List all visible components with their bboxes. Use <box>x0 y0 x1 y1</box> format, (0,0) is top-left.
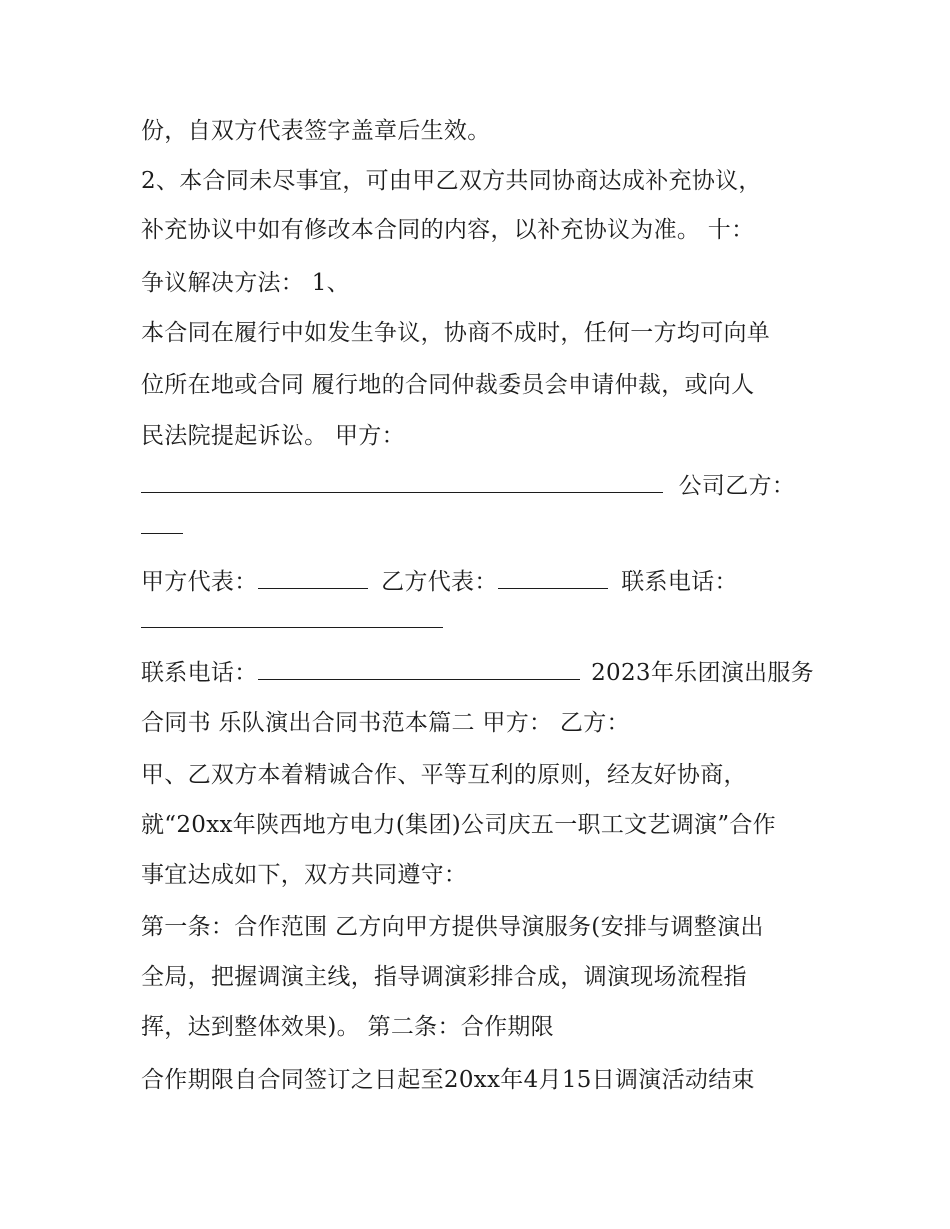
paragraph-line: 全局，把握调演主线，指导调演彩排合成，调演现场流程指 <box>141 964 747 990</box>
paragraph-line: 补充协议中如有修改本合同的内容，以补充协议为准。 十： <box>141 217 755 243</box>
phone-title-line <box>141 657 831 688</box>
paragraph-line: 位所在地或合同 履行地的合同仲裁委员会申请仲裁，或向人 <box>141 372 755 398</box>
signature-blank <box>141 605 443 628</box>
party-b-blank-line <box>141 511 831 542</box>
phone-label: 联系电话： <box>141 660 258 686</box>
paragraph-line: 本合同在履行中如发生争议，协商不成时，任何一方均可向单 <box>141 320 771 346</box>
company-label: 公司乙方： <box>678 473 796 499</box>
signature-blank <box>141 511 183 534</box>
paragraph-line: 第一条：合作范围 乙方向甲方提供导演服务(安排与调整演出 <box>141 914 764 940</box>
signature-blank <box>498 566 608 589</box>
phone-blank-line <box>141 605 831 636</box>
paragraph-line: 民法院提起诉讼。 甲方： <box>141 423 405 449</box>
paragraph-line: 就“20xx年陕西地方电力(集团)公司庆五一职工文艺调演”合作 <box>141 812 776 838</box>
paragraph-line: 合作期限自合同签订之日起至20xx年4月15日调演活动结束 <box>141 1067 755 1093</box>
paragraph-line: 事宜达成如下，双方共同遵守： <box>141 862 468 888</box>
phone-label: 联系电话： <box>621 569 738 595</box>
party-b-rep-label: 乙方代表： <box>381 569 498 595</box>
paragraph-line: 甲、乙双方本着精诚合作、平等互利的原则，经友好协商， <box>141 762 747 788</box>
paragraph-line: 2、本合同未尽事宜，可由甲乙双方共同协商达成补充协议， <box>141 168 762 194</box>
contract-title-part: 2023年乐团演出服务 <box>591 660 814 686</box>
paragraph-line: 挥，达到整体效果)。 第二条：合作期限 <box>141 1014 554 1040</box>
paragraph-line: 份，自双方代表签字盖章后生效。 <box>141 118 491 144</box>
company-signature-line <box>141 470 831 501</box>
paragraph-line: 争议解决方法： 1、 <box>141 270 350 296</box>
party-a-rep-label: 甲方代表： <box>141 569 258 595</box>
signature-blank <box>141 470 663 493</box>
representatives-line <box>141 566 831 597</box>
paragraph-line: 合同书 乐队演出合同书范本篇二 甲方： 乙方： <box>141 710 630 736</box>
signature-blank <box>258 657 580 680</box>
signature-blank <box>258 566 368 589</box>
